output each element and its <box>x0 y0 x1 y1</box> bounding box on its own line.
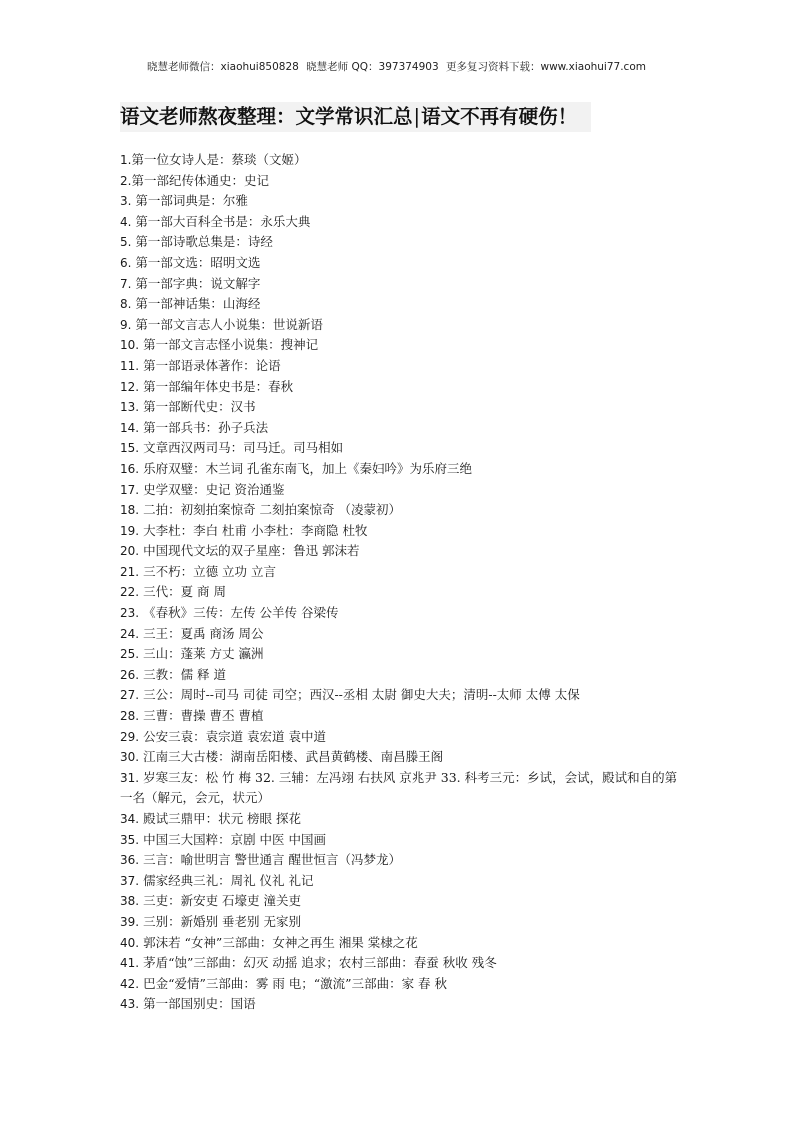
header-wechat: 晓慧老师微信：xiaohui850828 <box>147 61 299 73</box>
item-number: 18. <box>120 503 140 518</box>
item-text: 公安三袁：袁宗道 袁宏道 袁中道 <box>139 728 327 744</box>
item-text: 江南三大古楼：湖南岳阳楼、武昌黄鹤楼、南昌滕王阁 <box>139 749 444 765</box>
list-item <box>120 418 680 439</box>
item-number: 38. <box>120 894 140 909</box>
item-number: 34. <box>120 812 140 826</box>
list-item <box>120 232 680 253</box>
item-number: 15. <box>120 441 140 456</box>
item-number: 24. <box>120 626 140 641</box>
item-number: 31. <box>120 770 140 785</box>
list-item <box>120 994 680 1015</box>
list-item <box>120 377 680 398</box>
list-item <box>120 891 680 912</box>
item-number: 37. <box>120 873 140 888</box>
list-item <box>120 356 680 377</box>
list-item <box>120 974 680 995</box>
item-text: 中国三大国粹：京剧 中医 中国画 <box>139 831 327 847</box>
item-text: 三吏：新安吏 石壕吏 潼关吏 <box>139 893 302 909</box>
list-item <box>120 562 680 583</box>
item-text: 儒家经典三礼：周礼 仪礼 礼记 <box>139 872 314 888</box>
list-item <box>120 294 680 315</box>
list-item <box>120 438 680 459</box>
item-number: 41. <box>120 956 140 971</box>
item-text: 第一部断代史：汉书 <box>139 399 256 415</box>
list-item <box>120 706 680 727</box>
item-number: 14. <box>120 420 140 435</box>
item-number: 9. <box>120 317 132 332</box>
list-item <box>120 315 680 336</box>
item-number: 13. <box>120 400 140 415</box>
item-number: 26. <box>120 667 140 682</box>
title-right: 语文不再有硬伤！ <box>421 105 578 128</box>
item-text: 第一位女诗人是：蔡琰（文姬） <box>131 152 307 167</box>
list-item <box>120 212 680 233</box>
item-text: 三公：周时--司马 司徒 司空；西汉--丞相 太尉 御史大夫；清明--太师 太傅 太保 <box>139 687 580 703</box>
item-number: 16. <box>120 461 140 476</box>
list-item <box>120 480 680 501</box>
item-number: 8. <box>120 297 132 312</box>
item-text: 三曹：曹操 曹丕 曹植 <box>139 708 264 724</box>
item-text: 三别：新婚别 垂老别 无家别 <box>139 913 302 929</box>
item-text: 第一部纪传体通史：史记 <box>131 172 269 188</box>
item-number: 30. <box>120 750 140 765</box>
list-item <box>120 727 680 748</box>
item-number: 35. <box>120 832 140 847</box>
item-text: 殿试三鼎甲：状元 榜眼 探花 <box>139 811 302 826</box>
item-text: 茅盾“蚀”三部曲：幻灭 动摇 追求；农村三部曲：春蚕 秋收 残冬 <box>139 955 497 971</box>
item-number: 42. <box>120 976 140 991</box>
item-text: 三教：儒 释 道 <box>139 666 227 682</box>
item-text: 第一部国别史：国语 <box>139 996 256 1012</box>
list-item <box>120 953 680 974</box>
list-item <box>120 274 680 295</box>
literature-facts-list <box>120 150 680 1015</box>
item-text: 史学双璧：史记 资治通鉴 <box>139 481 285 497</box>
item-text: 第一部文选：昭明文选 <box>131 254 261 270</box>
item-text: 第一部字典：说文解字 <box>131 275 261 291</box>
list-item <box>120 933 680 954</box>
item-text: 三山：蓬莱 方丈 瀛洲 <box>139 646 264 662</box>
item-number: 22. <box>120 585 140 600</box>
item-text: 巴金“爱情”三部曲：雾 雨 电；“激流”三部曲：家 春 秋 <box>139 975 448 991</box>
item-text: 第一部编年体史书是：春秋 <box>139 378 294 394</box>
item-number: 29. <box>120 729 140 744</box>
list-item <box>120 541 680 562</box>
item-text: 第一部文言志怪小说集：搜神记 <box>139 337 319 353</box>
list-item <box>120 500 680 521</box>
list-item <box>120 603 680 624</box>
list-item <box>120 809 680 830</box>
list-item <box>120 521 680 542</box>
item-number: 1. <box>120 153 132 167</box>
item-number: 36. <box>120 853 140 868</box>
list-item <box>120 747 680 768</box>
item-number: 17. <box>120 482 140 497</box>
list-item <box>120 335 680 356</box>
item-text: 乐府双璧：木兰词 孔雀东南飞，加上《秦妇吟》为乐府三绝 <box>139 460 473 476</box>
item-number: 21. <box>120 564 140 579</box>
list-item <box>120 830 680 851</box>
item-number: 3. <box>120 194 132 209</box>
list-item <box>120 582 680 603</box>
list-item <box>120 171 680 192</box>
item-text: 三王：夏禹 商汤 周公 <box>139 625 264 641</box>
item-text: 第一部词典是：尔雅 <box>131 193 248 209</box>
list-item <box>120 665 680 686</box>
list-item <box>120 191 680 212</box>
list-item <box>120 624 680 645</box>
item-text: 岁寒三友：松 竹 梅 32. 三辅：左冯翊 右扶风 京兆尹 33. 科考三元：乡试，会试，殿试和自的第一名（解元，会元，状元） <box>120 769 678 806</box>
item-text: 郭沫若 “女神”三部曲：女神之再生 湘果 棠棣之花 <box>139 934 418 950</box>
list-item <box>120 768 680 809</box>
list-item <box>120 459 680 480</box>
list-item <box>120 871 680 892</box>
document-title <box>120 102 591 132</box>
title-left: 语文老师熬夜整理：文学常识汇总 <box>120 105 413 128</box>
item-text: 第一部大百科全书是：永乐大典 <box>131 213 311 229</box>
item-number: 27. <box>120 688 140 703</box>
item-number: 19. <box>120 523 140 538</box>
item-number: 7. <box>120 276 132 291</box>
item-text: 第一部文言志人小说集：世说新语 <box>131 316 323 332</box>
item-number: 39. <box>120 914 140 929</box>
header-download-link[interactable]: 更多复习资料下载：www.xiaohui77.com <box>446 61 646 73</box>
item-text: 第一部语录体著作：论语 <box>139 357 281 373</box>
page-header <box>0 59 793 74</box>
list-item <box>120 253 680 274</box>
item-text: 第一部兵书：孙子兵法 <box>139 419 269 435</box>
item-number: 2. <box>120 173 132 188</box>
item-number: 11. <box>120 358 140 373</box>
item-number: 20. <box>120 544 140 559</box>
item-text: 中国现代文坛的双子星座：鲁迅 郭沫若 <box>139 543 360 559</box>
item-text: 第一部诗歌总集是：诗经 <box>131 234 273 250</box>
item-number: 6. <box>120 255 132 270</box>
item-text: 文章西汉两司马：司马迁。司马相如 <box>139 440 344 456</box>
item-text: 三代：夏 商 周 <box>139 584 227 600</box>
list-item <box>120 850 680 871</box>
item-number: 40. <box>120 935 140 950</box>
item-number: 25. <box>120 647 140 662</box>
item-number: 12. <box>120 379 140 394</box>
item-number: 10. <box>120 338 140 353</box>
list-item <box>120 685 680 706</box>
item-text: 三不朽：立德 立功 立言 <box>139 563 277 579</box>
title-separator: | <box>413 105 421 128</box>
item-number: 43. <box>120 997 140 1012</box>
item-number: 28. <box>120 709 140 724</box>
item-text: 二拍：初刻拍案惊奇 二刻拍案惊奇 （凌蒙初） <box>139 502 402 518</box>
list-item <box>120 644 680 665</box>
item-text: 《春秋》三传：左传 公羊传 谷梁传 <box>139 605 339 621</box>
list-item <box>120 150 680 171</box>
item-number: 5. <box>120 235 132 250</box>
item-text: 第一部神话集：山海经 <box>131 296 261 312</box>
list-item <box>120 397 680 418</box>
item-number: 4. <box>120 214 132 229</box>
item-text: 大李杜：李白 杜甫 小李杜：李商隐 杜牧 <box>139 522 368 538</box>
item-text: 三言：喻世明言 警世通言 醒世恒言（冯梦龙） <box>139 852 402 868</box>
list-item <box>120 912 680 933</box>
item-number: 23. <box>120 606 140 621</box>
header-qq: 晓慧老师 QQ：397374903 <box>306 61 439 73</box>
